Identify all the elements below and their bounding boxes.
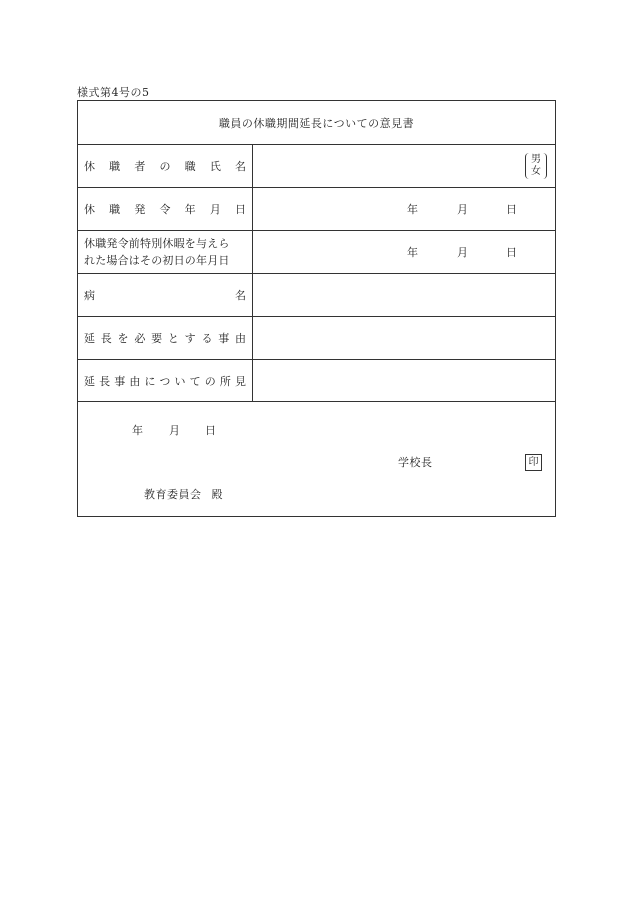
form-number: 様式第4号の5 bbox=[77, 86, 150, 99]
day-unit: 日 bbox=[506, 203, 517, 216]
month-unit: 月 bbox=[457, 203, 468, 216]
gender-male[interactable]: 男 bbox=[531, 154, 541, 165]
row-special-leave-date bbox=[78, 231, 555, 274]
day-unit: 日 bbox=[506, 246, 517, 259]
row-employee-name bbox=[78, 145, 555, 188]
day-unit: 日 bbox=[205, 424, 216, 437]
leave-order-date-field[interactable] bbox=[253, 188, 555, 230]
form-title: 職員の休職期間延長についての意見書 bbox=[78, 101, 555, 145]
special-leave-date-field[interactable] bbox=[253, 231, 555, 273]
illness-field[interactable] bbox=[253, 274, 555, 316]
leave-order-date-label: 休職発令年月日 bbox=[78, 188, 253, 230]
row-illness bbox=[78, 274, 555, 317]
honorific: 殿 bbox=[211, 488, 223, 501]
year-unit: 年 bbox=[407, 246, 418, 259]
opinion-label: 延長事由についての所見 bbox=[78, 360, 253, 401]
year-unit: 年 bbox=[132, 424, 143, 437]
row-leave-order-date bbox=[78, 188, 555, 231]
extension-reason-field[interactable] bbox=[253, 317, 555, 359]
month-unit: 月 bbox=[169, 424, 180, 437]
opinion-field[interactable] bbox=[253, 360, 555, 401]
principal-label: 学校長 bbox=[398, 456, 433, 469]
seal-mark: 印 bbox=[525, 454, 542, 471]
gender-female[interactable]: 女 bbox=[531, 166, 541, 177]
opinion-form bbox=[77, 100, 556, 517]
year-unit: 年 bbox=[407, 203, 418, 216]
employee-name-field[interactable] bbox=[253, 145, 555, 187]
employee-name-label: 休職者の職氏名 bbox=[78, 145, 253, 187]
special-leave-date-label: 休職発令前特別休暇を与えら れた場合はその初日の年月日 bbox=[78, 231, 253, 273]
signature-section bbox=[78, 402, 555, 516]
month-unit: 月 bbox=[457, 246, 468, 259]
extension-reason-label: 延長を必要とする事由 bbox=[78, 317, 253, 359]
illness-label: 病名 bbox=[78, 274, 253, 316]
row-extension-reason bbox=[78, 317, 555, 360]
gender-selector[interactable] bbox=[525, 153, 547, 179]
row-opinion bbox=[78, 360, 555, 402]
addressee-name: 教育委員会 bbox=[144, 488, 202, 501]
addressee bbox=[144, 486, 223, 502]
